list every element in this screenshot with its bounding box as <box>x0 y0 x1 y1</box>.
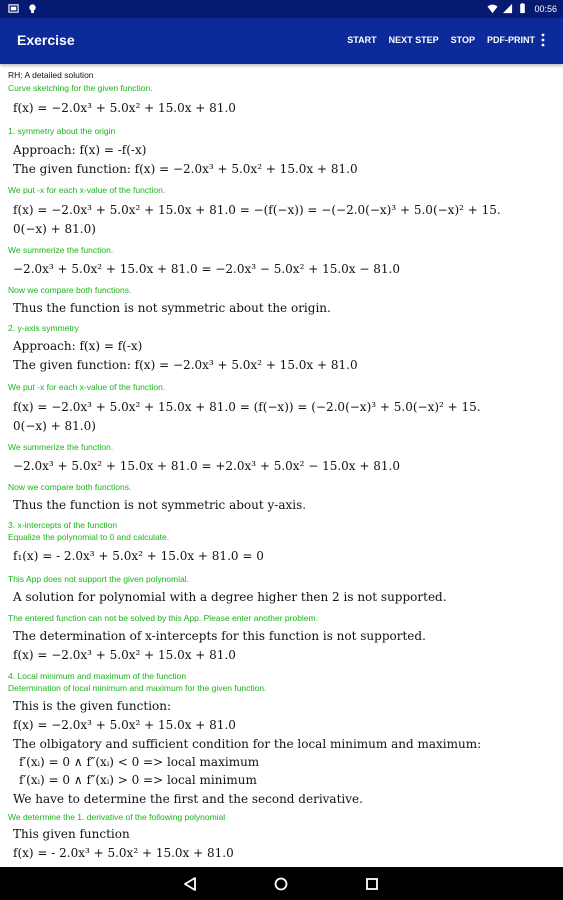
step-heading: 2. y-axis symmetry <box>8 323 79 333</box>
step-heading: We summerize the function. <box>8 245 114 255</box>
math-line: Thus the function is not symmetric about the origin. <box>13 301 331 315</box>
stop-button[interactable]: STOP <box>450 35 475 45</box>
step-heading: We summerize the function. <box>8 442 114 452</box>
next-step-button[interactable]: NEXT STEP <box>388 35 439 45</box>
lightbulb-notification-icon <box>27 3 38 14</box>
math-line: We have to determine the first and the second derivative. <box>13 792 363 806</box>
recents-icon[interactable] <box>364 876 380 892</box>
step-heading: 3. x-intercepts of the function <box>8 520 118 530</box>
math-line: f(x) = - 2.0x³ + 5.0x² + 15.0x + 81.0 <box>13 846 234 860</box>
step-heading: Equalize the polynomial to 0 and calculate. <box>8 532 170 542</box>
math-line: f(x) = −2.0x³ + 5.0x² + 15.0x + 81.0 <box>13 101 236 115</box>
solution-content[interactable] <box>0 64 563 867</box>
math-line: −2.0x³ + 5.0x² + 15.0x + 81.0 = −2.0x³ − 5.0x² + 15.0x − 81.0 <box>13 262 400 276</box>
solution-title: RH: A detailed solution <box>8 70 94 80</box>
math-line: Approach: f(x) = -f(-x) <box>13 143 147 157</box>
step-heading: The entered function can not be solved by this App. Please enter another problem. <box>8 613 318 623</box>
math-line: f(x) = −2.0x³ + 5.0x² + 15.0x + 81.0 = (f(−x)) = (−2.0(−x)³ + 5.0(−x)² + 15. <box>13 400 481 414</box>
back-icon[interactable] <box>182 876 198 892</box>
math-line: The determination of x-intercepts for this function is not supported. <box>13 629 426 643</box>
status-bar <box>0 0 563 18</box>
gallery-notification-icon <box>8 3 19 14</box>
start-button[interactable]: START <box>347 35 377 45</box>
step-heading: 4. Local minimum and maximum of the function <box>8 671 187 681</box>
step-heading: We put -x for each x-value of the function. <box>8 382 166 392</box>
navigation-bar <box>0 867 563 900</box>
step-heading: This App does not support the given polynomial. <box>8 574 189 584</box>
step-heading: Now we compare both functions. <box>8 482 132 492</box>
step-heading: We determine the 1. derivative of the following polynomial <box>8 812 226 822</box>
math-line: A solution for polynomial with a degree higher then 2 is not supported. <box>13 590 447 604</box>
app-bar <box>0 18 563 64</box>
battery-icon <box>517 3 528 14</box>
math-line: f′(xᵢ) = 0 ∧ f″(xᵢ) < 0 => local maximum <box>19 755 260 769</box>
math-line: The given function: f(x) = −2.0x³ + 5.0x² + 15.0x + 81.0 <box>13 162 358 176</box>
step-heading: Determination of local minimum and maximum for the given function. <box>8 683 267 693</box>
math-line: f₁(x) = - 2.0x³ + 5.0x² + 15.0x + 81.0 = 0 <box>13 549 264 563</box>
math-line: Approach: f(x) = f(-x) <box>13 339 143 353</box>
home-icon[interactable] <box>273 876 289 892</box>
overflow-menu-icon[interactable] <box>541 33 545 47</box>
step-heading: Now we compare both functions. <box>8 285 132 295</box>
step-heading: 1. symmetry about the origin <box>8 126 116 136</box>
math-line: The olbigatory and sufficient condition for the local minimum and maximum: <box>13 737 482 751</box>
pdf-print-button[interactable]: PDF-PRINT <box>487 35 535 45</box>
step-heading: Curve sketching for the given function. <box>8 83 153 93</box>
math-line: f(x) = −2.0x³ + 5.0x² + 15.0x + 81.0 = −(f(−x)) = −(−2.0(−x)³ + 5.0(−x)² + 15. <box>13 203 501 217</box>
math-line: This is the given function: <box>13 699 172 713</box>
toolbar-actions <box>347 35 535 45</box>
math-line: f′(xᵢ) = 0 ∧ f″(xᵢ) > 0 => local minimum <box>19 773 257 787</box>
math-line: Thus the function is not symmetric about y-axis. <box>13 498 307 512</box>
status-time: 00:56 <box>534 3 557 14</box>
math-line: f(x) = −2.0x³ + 5.0x² + 15.0x + 81.0 <box>13 718 236 732</box>
page-title: Exercise <box>17 32 75 48</box>
math-line: This given function <box>13 827 130 841</box>
math-line: The given function: f(x) = −2.0x³ + 5.0x² + 15.0x + 81.0 <box>13 358 358 372</box>
math-line: f(x) = −2.0x³ + 5.0x² + 15.0x + 81.0 <box>13 648 236 662</box>
math-line: −2.0x³ + 5.0x² + 15.0x + 81.0 = +2.0x³ + 5.0x² − 15.0x + 81.0 <box>13 459 400 473</box>
step-heading: We put -x for each x-value of the function. <box>8 185 166 195</box>
wifi-icon <box>487 3 498 14</box>
math-line: 0(−x) + 81.0) <box>13 222 96 236</box>
math-line: 0(−x) + 81.0) <box>13 419 96 433</box>
signal-icon <box>502 3 513 14</box>
